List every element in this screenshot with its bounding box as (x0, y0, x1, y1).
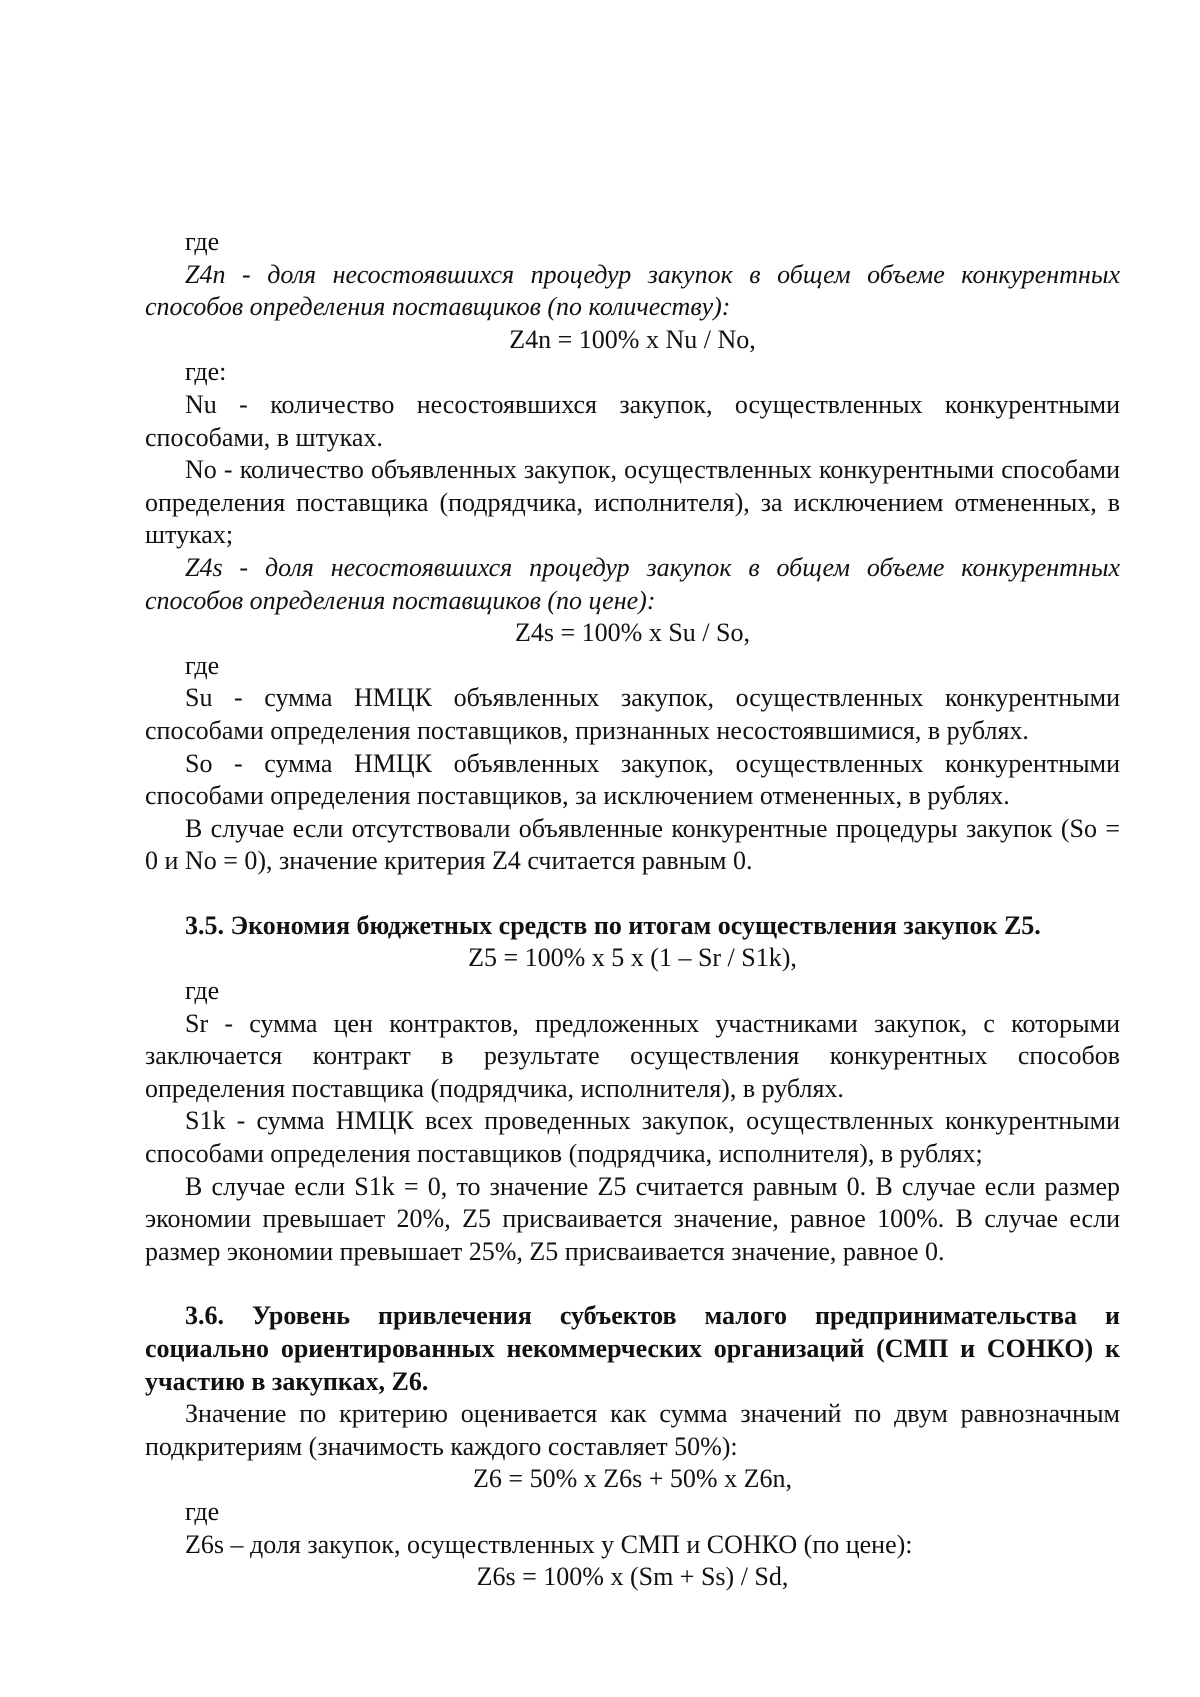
z4s-definition: Z4s - доля несостоявшихся процедур закупок в общем объеме конкурентных способов определения поставщиков (по цене): (145, 552, 1120, 615)
formula-z6s: Z6s = 100% x (Sm + Ss) / Sd, (476, 1562, 789, 1592)
z5-rules: В случае если S1k = 0, то значение Z5 считается равным 0. В случае если размер экономии превышает 20%, Z5 присваивается значение, равное 100%. В случае если размер экономии превышает 25%, Z5 присваивается значение, равное 0. (145, 1171, 1120, 1266)
z4-zero-case: В случае если отсутствовали объявленные конкурентные процедуры закупок (So = 0 и No = 0), значение критерия Z4 считается равным 0. (145, 813, 1120, 876)
where-label: где (185, 976, 220, 1006)
z6s-definition: Z6s – доля закупок, осуществленных у СМП и СОНКО (по цене): (185, 1529, 913, 1559)
su-definition: Su - сумма НМЦК объявленных закупок, осуществленных конкурентными способами определения поставщиков, признанных несостоявшимися, в рублях. (145, 683, 1120, 745)
z4n-definition: Z4n - доля несостоявшихся процедур закупок в общем объеме конкурентных способов определения поставщиков (по количеству): (145, 259, 1120, 322)
document-body (145, 226, 1120, 1594)
z6-description: Значение по критерию оценивается как сумма значений по двум равнозначным подкритериям (значимость каждого составляет 50%): (145, 1399, 1120, 1461)
where-label: где (185, 227, 220, 256)
so-definition: So - сумма НМЦК объявленных закупок, осуществленных конкурентными способами определения поставщиков, за исключением отмененных, в рублях. (145, 748, 1120, 811)
sr-definition: Sr - сумма цен контрактов, предложенных участниками закупок, с которыми заключается контракт в результате осуществления конкурентных способов определения поставщика (подрядчика, исполнителя), в рублях. (145, 1008, 1120, 1103)
spacer (145, 878, 1120, 910)
where-label: где (185, 1496, 220, 1526)
where-label: где (185, 650, 220, 680)
formula-z4s: Z4s = 100% x Su / So, (515, 618, 750, 648)
nu-definition: Nu - количество несостоявшихся закупок, осуществленных конкурентными способами, в штуках. (145, 389, 1120, 452)
formula-z5: Z5 = 100% x 5 x (1 – Sr / S1k), (468, 943, 797, 973)
formula-z6: Z6 = 50% x Z6s + 50% x Z6n, (473, 1464, 792, 1494)
formula-z4n: Z4n = 100% x Nu / No, (509, 324, 756, 354)
s1k-definition: S1k - сумма НМЦК всех проведенных закупок, осуществленных конкурентными способами определения поставщиков (подрядчика, исполнителя), в рублях; (145, 1106, 1120, 1169)
spacer (145, 1268, 1120, 1300)
where-label: где: (185, 357, 227, 387)
section-3-5-heading: 3.5. Экономия бюджетных средств по итогам осуществления закупок Z5. (185, 910, 1041, 940)
section-3-6-heading: 3.6. Уровень привлечения субъектов малого предпринимательства и социально ориентированных некоммерческих организаций (СМП и СОНКО) к участию в закупках, Z6. (145, 1301, 1120, 1396)
no-definition: No - количество объявленных закупок, осуществленных конкурентными способами определения поставщика (подрядчика, исполнителя), за исключением отмененных, в штуках; (145, 455, 1120, 550)
